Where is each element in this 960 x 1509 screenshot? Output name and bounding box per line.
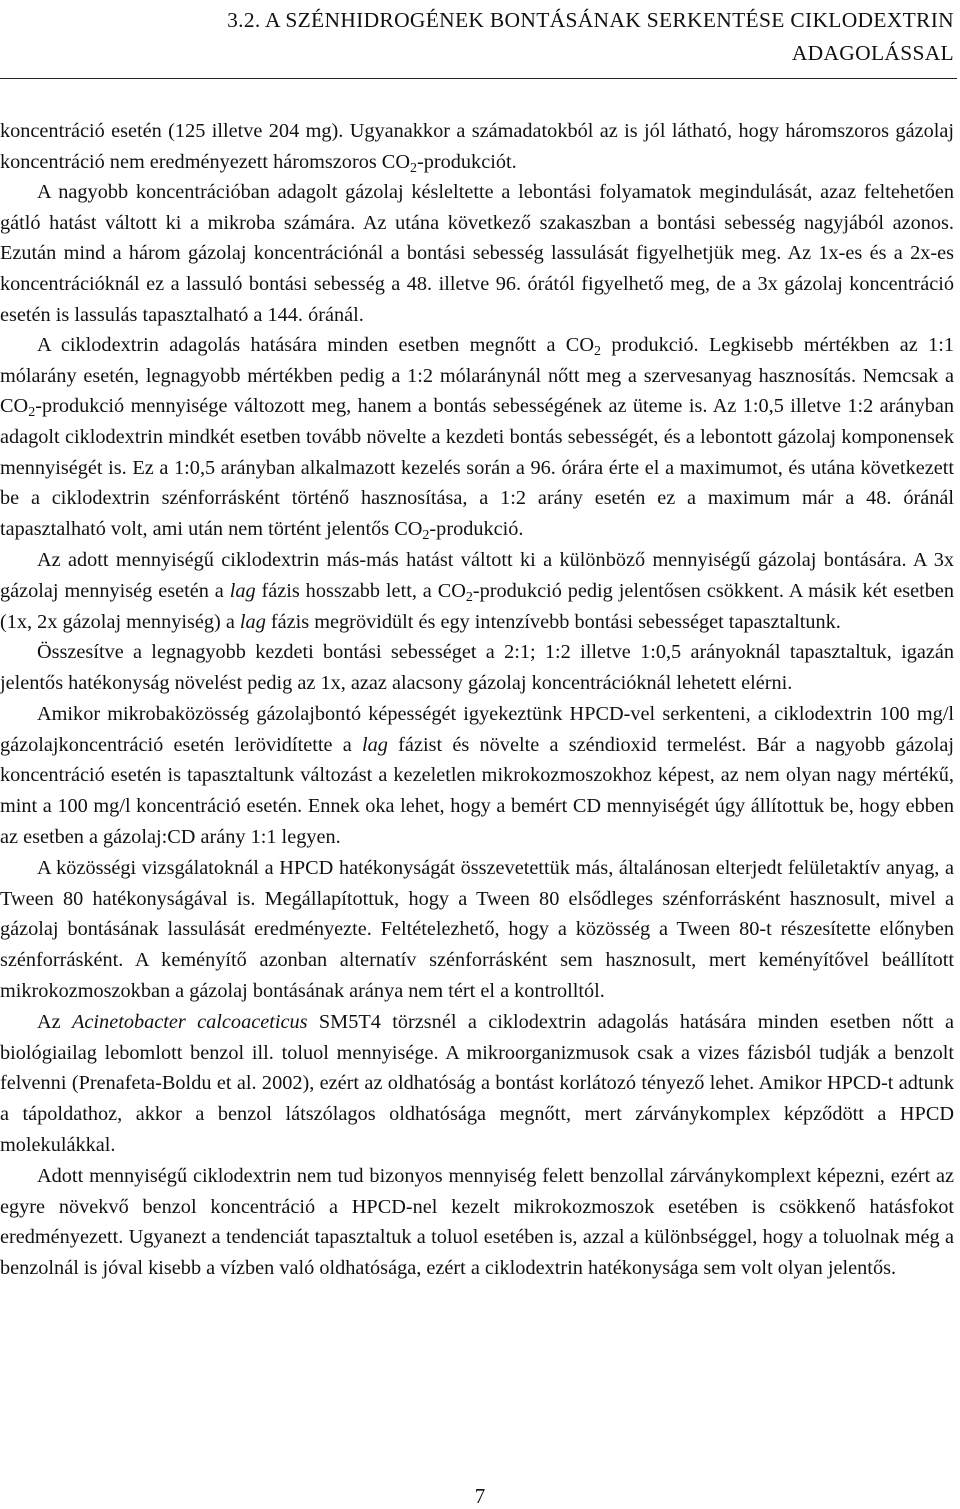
paragraph-1-text-a: koncentráció esetén (125 illetve 204 mg). Ugyanakkor a számadatokból az is jól látható, hogy háromszoros gázolaj koncentráció nem eredményezett háromszoros CO xyxy=(0,120,954,173)
paragraph-4-text-a: Az adott mennyiségű ciklodextrin más-más hatást váltott ki a különböző mennyiségű gázolaj bontására. A 3x gázolaj mennyiség esetén a xyxy=(0,549,954,602)
paragraph-4-text-b: fázis hosszabb lett, a CO xyxy=(255,579,466,602)
paragraph-4-text-d: fázis megrövidült és egy intenzívebb bontási sebességet tapasztaltunk. xyxy=(265,610,841,633)
paragraph-4-text-c: -produkció pedig jelentősen csökkent. A másik két esetben (1x, 2x gázolaj mennyiség) a xyxy=(0,579,955,633)
body-text xyxy=(0,116,954,1284)
paragraph-4-italic-1: lag xyxy=(229,579,256,602)
running-header-line-1: 3.2. A SZÉNHIDROGÉNEK BONTÁSÁNAK SERKENTÉSE CIKLODEXTRIN xyxy=(227,8,954,32)
paragraph-9: Adott mennyiségű ciklodextrin nem tud bizonyos mennyiség felett benzollal zárványkomplext képezni, ezért az egyre növekvő benzol koncentráció a HPCD-nel kezelt mikrokozmoszok esetében is csökkenő hatásfokot eredményezett. Ugyanezt a tendenciát tapasztaltuk a toluol esetében is, azzal a különbséggel, hogy a toluolnak még a benzolnál is jóval kisebb a vízben való oldhatósága, ezért a ciklodextrin hatékonysága sem volt olyan jelentős. xyxy=(0,1165,954,1279)
paragraph-3-text-d: -produkció. xyxy=(429,517,524,540)
paragraph-7: A közösségi vizsgálatoknál a HPCD hatékonyságát összevetettük más, általánosan elterjedt felületaktív anyag, a Tween 80 hatékonyságával is. Megállapítottuk, hogy a Tween 80 elsődleges szénforrásként hasznosult, mivel a gázolaj bontásának lassulását eredményezte. Feltételezhető, hogy a közösség a Tween 80-t részesítette előnyben szénforrásként. A keményítő azonban alternatív szénforrásként sem hasznosult, mert keményítővel beállított mikrokozmoszokban a gázolaj bontásának aránya nem tért el a kontrolltól. xyxy=(0,857,954,1002)
page-number: 7 xyxy=(474,1484,486,1508)
paragraph-6-text-b: fázist és növelte a széndioxid termelést. Bár a nagyobb gázolaj koncentráció esetén is tapasztaltunk változást a kezeletlen mikrokozmoszokhoz képest, az nem olyan nagy mértékű, mint a 100 mg/l koncentráció esetén. Ennek oka lehet, hogy a bemért CD mennyiségét úgy állítottuk be, hogy ebben az esetben a gázolaj:CD arány 1:1 legyen. xyxy=(0,733,954,848)
running-header xyxy=(227,4,954,70)
paragraph-8 xyxy=(0,1007,954,1160)
paragraph-3-subscript-3: 2 xyxy=(422,527,430,543)
running-header-line-2: ADAGOLÁSSAL xyxy=(791,41,954,65)
header-rule xyxy=(0,78,957,79)
paragraph-1-text-b: -produkciót. xyxy=(416,150,517,173)
paragraph-1 xyxy=(0,116,954,177)
paragraph-3-text-c: -produkció mennyisége változott meg, hanem a bontás sebességének az üteme is. Az 1:0,5 illetve 1:2 arányban adagolt ciklodextrin mindkét esetben tovább növelte a kezdeti bontás sebességét, és a lebontott gázolaj komponensek mennyiségét is. Ez a 1:0,5 arányban alkalmazott kezelés során a 96. órára érte el a maximumot, és utána következett be a ciklodextrin szénforrásként történő hasznosítása, a 1:2 arány esetén ez a maximum már a 48. óránál tapasztalható volt, ami után nem történt jelentős CO xyxy=(0,395,954,540)
paragraph-6-text-a: Amikor mikrobaközösség gázolajbontó képességét igyekeztünk HPCD-vel serkenteni, a ciklodextrin 100 mg/l gázolajkoncentráció esetén lerövidítette a xyxy=(0,703,954,756)
paragraph-8-text-a: Az xyxy=(37,1011,73,1034)
paragraph-4-italic-2: lag xyxy=(239,610,266,633)
paragraph-8-italic: Acinetobacter calcoaceticus xyxy=(72,1011,308,1034)
paragraph-4-subscript: 2 xyxy=(465,589,473,605)
paragraph-3-text-a: A ciklodextrin adagolás hatására minden esetben megnőtt a CO xyxy=(37,334,594,357)
paragraph-3-subscript-2: 2 xyxy=(28,405,36,421)
paragraph-6 xyxy=(0,699,954,852)
paragraph-8-text-b: SM5T4 törzsnél a ciklodextrin adagolás hatására minden esetben nőtt a biológiailag lebomlott benzol ill. toluol mennyisége. A mikroorganizmusok csak a vizes fázisból tudják a benzolt felvenni (Prenafeta-Boldu et al. 2002), ezért az oldhatóság a bontást korlátozó tényező lehet. Amikor HPCD-t adtunk a tápoldathoz, akkor a benzol látszólagos oldhatósága megnőtt, mert zárványkomplex képződött a HPCD molekulákkal. xyxy=(0,1011,954,1156)
paragraph-4 xyxy=(0,545,954,637)
paragraph-6-italic: lag xyxy=(362,733,388,756)
paragraph-1-subscript: 2 xyxy=(409,160,417,176)
paragraph-3 xyxy=(0,330,954,544)
paragraph-3-text-b: produkció. Legkisebb mértékben az 1:1 mólarány esetén, legnagyobb mértékben pedig a 1:2 mólaránynál nőtt meg a szervesanyag hasznosítás. Nemcsak a CO xyxy=(0,334,954,418)
paragraph-3-subscript-1: 2 xyxy=(593,344,601,360)
paragraph-2: A nagyobb koncentrációban adagolt gázolaj késleltette a lebontási folyamatok megindulását, azaz feltehetően gátló hatást váltott ki a mikroba számára. Az utána következő szakaszban a bontási sebesség nagyjából azonos. Ezután mind a három gázolaj koncentrációnál a bontási sebesség lassulását figyelhetjük meg. Az 1x-es és a 2x-es koncentrációknál ez a lassuló bontási sebesség a 48. illetve 96. órától figyelhető meg, de a 3x gázolaj koncentráció esetén is lassulás tapasztalható a 144. óránál. xyxy=(0,181,954,326)
paragraph-5: Összesítve a legnagyobb kezdeti bontási sebességet a 2:1; 1:2 illetve 1:0,5 arányoknál tapasztaltuk, igazán jelentős hatékonyság növelést pedig az 1x, azaz alacsony gázolaj koncentrációknál lehetett elérni. xyxy=(0,641,954,694)
